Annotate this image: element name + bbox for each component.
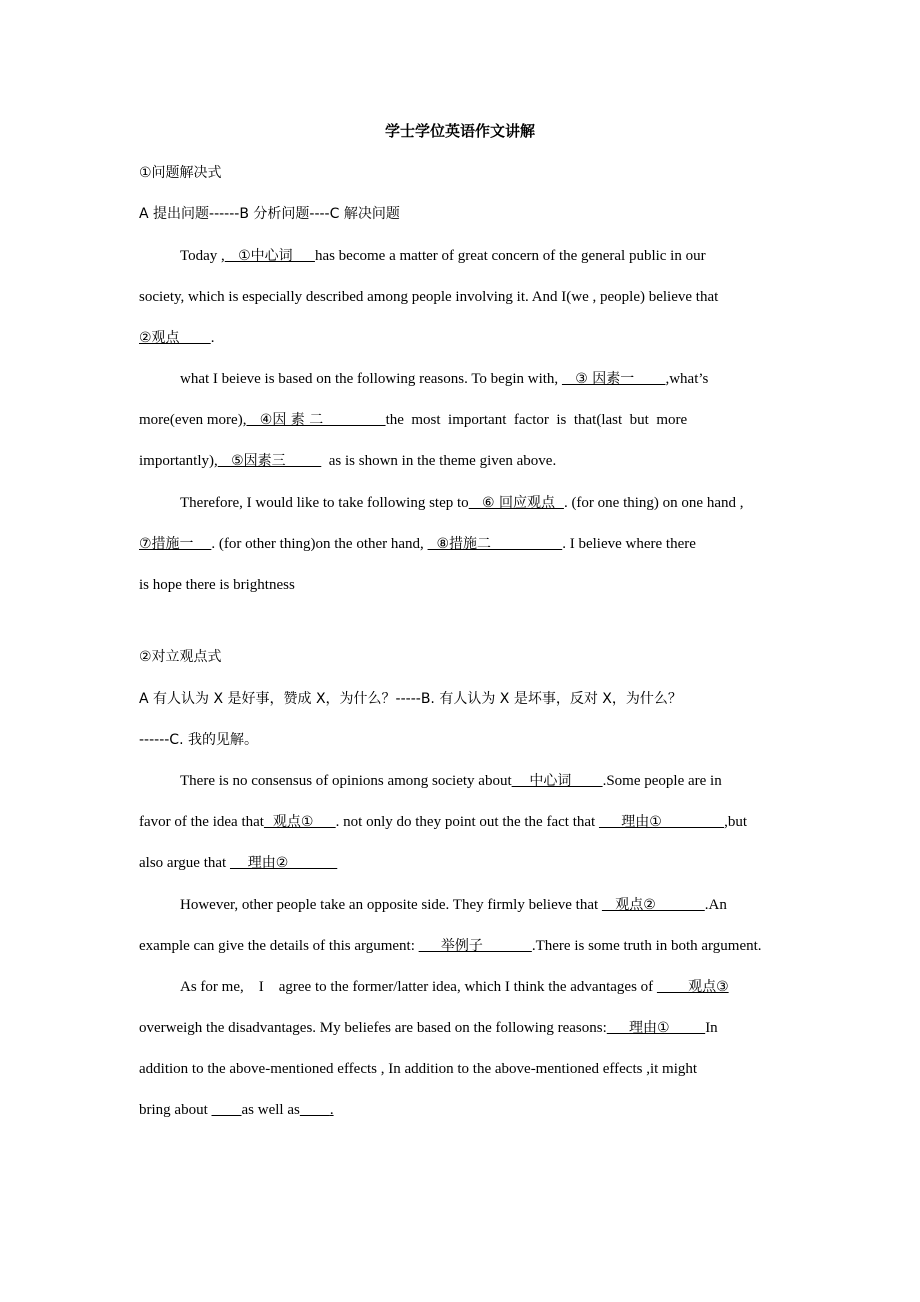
text-run: as well as	[241, 1102, 300, 1118]
paragraph-line	[139, 410, 687, 430]
paragraph-line: society, which is especially described among people involving it. And I(we , people) believe that	[139, 289, 719, 305]
paragraph-line	[139, 451, 556, 471]
fill-blank: 理由②	[229, 855, 338, 871]
fill-blank: ⑤因素三	[217, 453, 322, 469]
fill-blank: 理由①	[606, 1020, 706, 1036]
text-run: As for me, I agree to the former/latter idea, which I think the advantages of	[180, 979, 657, 995]
fill-blank: ①中心词	[224, 248, 315, 264]
fill-blank: ③ 因素一	[561, 371, 666, 387]
text-run: .	[329, 1102, 334, 1118]
fill-blank: 中心词	[511, 773, 603, 789]
paragraph-line	[139, 1100, 334, 1120]
text-run: . not only do they point out the the fact that	[335, 814, 599, 830]
paragraph-line	[139, 328, 214, 348]
fill-blank: ④因 素 二	[246, 412, 386, 428]
fill-blank: ⑦措施一	[139, 536, 212, 552]
text-run: . I believe where there	[562, 536, 696, 552]
paragraph-line	[139, 812, 747, 832]
paragraph-line	[180, 493, 743, 513]
text-run: favor of the idea that	[139, 814, 264, 830]
page-title: 学士学位英语作文讲解	[384, 122, 535, 140]
text-run: importantly),	[139, 453, 218, 469]
section-structure-opposing-views-cont: ------C. 我的见解。	[139, 732, 258, 748]
text-run: .Some people are in	[602, 773, 722, 789]
paragraph-line	[180, 895, 727, 915]
text-run: more(even more),	[139, 412, 247, 428]
fill-blank: 观点③	[656, 979, 729, 995]
text-run: overweigh the disadvantages. My beliefes are based on the following reasons:	[139, 1020, 607, 1036]
text-run: Therefore, I would like to take following step to	[180, 495, 469, 511]
text-run: .There is some truth in both argument.	[531, 938, 762, 954]
text-run: In	[705, 1020, 718, 1036]
fill-blank: 观点②	[601, 897, 705, 913]
text-run: ,but	[724, 814, 747, 830]
fill-blank	[212, 1102, 242, 1118]
text-run: has become a matter of great concern of the general public in our	[314, 248, 706, 264]
text-run: example can give the details of this argument:	[139, 938, 419, 954]
text-run: . (for one thing) on one hand ,	[563, 495, 744, 511]
text-run: what I beieve is based on the following reasons. To begin with,	[180, 371, 562, 387]
section-structure-opposing-views: A 有人认为 X 是好事，赞成 X，为什么？-----B. 有人认为 X 是坏事，反对 X，为什么？	[139, 691, 682, 707]
section-heading-opposing-views: ②对立观点式	[139, 649, 222, 665]
paragraph-line: is hope there is brightness	[139, 577, 295, 593]
text-run: .	[210, 330, 215, 346]
fill-blank: ⑥ 回应观点	[468, 495, 564, 511]
text-run: bring about	[139, 1102, 212, 1118]
text-run: However, other people take an opposite side. They firmly believe that	[180, 897, 602, 913]
text-run: ,what’s	[665, 371, 709, 387]
paragraph-line	[139, 534, 696, 554]
text-run: the most important factor is that(last but more	[385, 412, 688, 428]
text-run: Today ,	[180, 248, 225, 264]
fill-blank: 观点①	[263, 814, 336, 830]
section-heading-problem-solution: ①问题解决式	[139, 165, 222, 181]
paragraph-line: addition to the above-mentioned effects , In addition to the above-mentioned effects ,it might	[139, 1061, 698, 1077]
fill-blank: 理由①	[598, 814, 725, 830]
paragraph-line	[180, 246, 706, 266]
paragraph-line	[180, 977, 729, 997]
paragraph-line	[139, 1018, 718, 1038]
paragraph-line	[139, 853, 337, 873]
text-run: .An	[704, 897, 727, 913]
paragraph-line	[180, 369, 708, 389]
text-run: There is no consensus of opinions among society about	[180, 773, 512, 789]
fill-blank	[300, 1102, 330, 1118]
text-run: also argue that	[139, 855, 230, 871]
paragraph-line	[139, 936, 762, 956]
fill-blank: 举例子	[418, 938, 532, 954]
text-run: as is shown in the theme given above.	[321, 453, 557, 469]
section-structure-problem-solution: A 提出问题------B 分析问题----C 解决问题	[139, 206, 400, 222]
paragraph-line	[180, 771, 722, 791]
fill-blank: ②观点	[139, 330, 211, 346]
text-run: . (for other thing)on the other hand,	[211, 536, 428, 552]
fill-blank: ⑧措施二	[427, 536, 563, 552]
